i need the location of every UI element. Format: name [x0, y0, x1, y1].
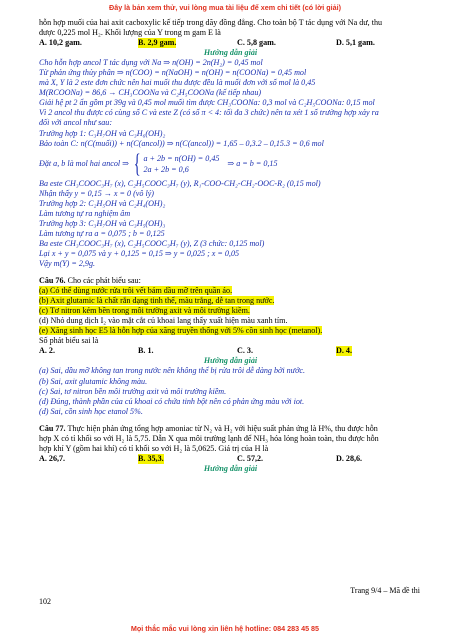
solution-line: M(RCOONa) = 86,6 → CH₃COONa và C₂H₅COONa (kế tiếp nhau)	[39, 88, 262, 98]
q77-stem-line: hợp X có tỉ khối so với H₂ là 5,75. Dẫn X qua môi trường lạnh để NH₃ hóa lỏng hoàn toàn, thu được hỗn	[39, 433, 379, 443]
solution-line: (b) Sai, axit glutamic không màu.	[39, 376, 148, 386]
q76-ask: Số phát biểu sai là	[39, 336, 99, 346]
solution-line: Vì 2 ancol thu được có cùng số C và este Z (có số π < 4: tối đa 3 chức) nên ta xét 1 số trường hợp xảy ra	[39, 108, 379, 118]
solution-line: (d) Đúng, thành phần của củ khoai có chứa tinh bột nên có phản ứng màu với iot.	[39, 396, 305, 406]
option-c: C. 5,8 gam.	[237, 38, 276, 48]
option-a: A. 26,7.	[39, 453, 66, 463]
solution-line: Ba este CH₃COOC₃H₇ (x), C₂H₅COOC₃H₇ (y), Z (3 chức: 0,125 mol)	[39, 238, 265, 248]
guide-heading: Hướng dẫn giải	[203, 356, 258, 366]
solution-line: Trường hợp 2: C₂H₅OH và C₂H₄(OH)₂	[39, 198, 166, 208]
statement-item: (d) Nhỏ dung dịch I₂ vào mặt cắt củ khoai lang thấy xuất hiện màu xanh tím.	[39, 316, 288, 326]
solution-line: Làm tương tự ra a = 0,075 ; b = 0,125	[39, 228, 165, 238]
equation-system	[39, 149, 422, 179]
bottom-banner: Mọi thắc mắc vui lòng xin liên hệ hotline: 084 283 45 85	[130, 624, 320, 633]
solution-line: đối với ancol như sau:	[39, 118, 113, 128]
option-b-correct: B. 2,9 gam.	[138, 38, 177, 48]
equation-1: a + 2b = n(OH) = 0,45	[143, 153, 220, 163]
statement-item: (b) Axit glutamic là chất rắn dạng tinh thể, màu trắng, dễ tan trong nước.	[39, 296, 275, 306]
option-d: D. 5,1 gam.	[336, 38, 375, 48]
option-a: A. 2.	[39, 346, 55, 356]
intro-line: được 0,225 mol H₂. Khối lượng của Y trong m gam E là	[39, 28, 221, 38]
solution-line: Trường hợp 3: C₃H₇OH và C₃H₅(OH)₃	[39, 218, 166, 228]
solution-line: (a) Sai, dầu mỡ không tan trong nước nên không thể bị rửa trôi dễ dàng bởi nước.	[39, 366, 306, 376]
statement-item: (c) Tơ nitron kém bền trong môi trường axit và môi trường kiềm.	[39, 306, 250, 316]
solution-line: Nhận thấy y = 0,15 → x = 0 (vô lý)	[39, 188, 154, 198]
option-d-correct: D. 4.	[336, 346, 352, 356]
q76-title: Câu 76.	[39, 276, 66, 286]
guide-heading: Hướng dẫn giải	[203, 48, 258, 58]
brace-symbol: {	[133, 148, 141, 178]
top-banner: Đây là bản xem thử, vui lòng mua tài liệu để xem chi tiết (có lời giải)	[109, 3, 341, 12]
q76-options	[39, 346, 422, 356]
option-b-correct: B. 35,3.	[138, 453, 164, 463]
solution-line: Giải hệ pt 2 ẩn gồm pt 39g và 0,45 mol muối tìm được CH₃COONa: 0,3 mol và C₂H₅COONa: 0,15 mol	[39, 98, 375, 108]
option-b: B. 1.	[138, 346, 154, 356]
system-lead: Đặt a, b là mol hai ancol ⇒	[39, 158, 129, 168]
solution-line: Bảo toàn C: n(C(muối)) + n(C(ancol)) ⇒ n(C(ancol)) = 1,65 – 0,3.2 – 0,15.3 = 0,6 mol	[39, 138, 324, 148]
solution-line: mà X, Y là 2 este đơn chức nên hai muối thu được đều là muối đơn với số mol là 0,45	[39, 78, 316, 88]
solution-line: Cho hỗn hợp ancol T tác dụng với Na ⇒ n(OH) = 2n(H₂) = 0,45 mol	[39, 58, 263, 68]
system-equations	[143, 153, 219, 175]
option-d: D. 28,6.	[336, 453, 363, 463]
solution-line: Lại x + y = 0,075 và y + 0,125 = 0,15 ⇒ y = 0,025 ; x = 0,05	[39, 248, 240, 258]
solution-line: Trường hợp 1: C₃H₇OH và C₃H₆(OH)₂	[39, 128, 166, 138]
solution-line: (c) Sai, tơ nitron bền môi trường axit và môi trường kiềm.	[39, 386, 227, 396]
q76-stem: Cho các phát biểu sau:	[67, 276, 141, 286]
equation-2: 2a + 2b = 0,6	[143, 164, 189, 174]
q77-stem-line: hợp khí Y (gồm hai khí) có tỉ khối so với H₂ là 5,0625. Giá trị của H là	[39, 443, 269, 453]
document-body	[39, 18, 422, 474]
option-c: C. 3.	[237, 346, 253, 356]
q77-title: Câu 77.	[39, 423, 66, 433]
guide-heading: Hướng dẫn giải	[203, 463, 258, 473]
statement-item: (a) Có thể dùng nước rửa trôi vết bám dầu mỡ trên quần áo.	[39, 286, 233, 296]
q77-options	[39, 454, 422, 464]
solution-line: Làm tương tự ra nghiệm âm	[39, 208, 131, 218]
page-number-label: Trang 9/4 – Mã đề thi	[350, 586, 420, 595]
intro-line: hỗn hợp muối của hai axit cacboxylic kế tiếp trong dãy đồng đẳng. Cho toàn bộ T tác dụng với Na dư, thu	[39, 18, 383, 27]
q77-stem: Thực hiện phản ứng tổng hợp amoniac từ N₂ và H₂ với hiệu suất phản ứng là H%, thu được hỗn	[67, 423, 378, 433]
solution-line: Từ phản ứng thủy phân ⇒ n(COO) = n(NaOH) = n(OH) = n(COONa) = 0,45 mol	[39, 68, 307, 78]
solution-line: Vậy m(Y) = 2,9g.	[39, 258, 96, 268]
solution-line: (d) Sai, cồn sinh học etanol 5%.	[39, 406, 143, 416]
option-c: C. 57,2.	[237, 453, 264, 463]
solution-line: Ba este CH₃COOC₃H₇ (x), C₂H₅COOC₃H₇ (y), R₁-COO-CH₂-CH₂-OOC-R₂ (0,15 mol)	[39, 178, 321, 188]
system-result: ⇒ a = b = 0,15	[227, 158, 278, 168]
exam-code: 102	[39, 597, 51, 606]
statement-item: (e) Xăng sinh học E5 là hỗn hợp của xăng truyền thống với 5% cồn sinh học (metanol).	[39, 326, 323, 336]
q75-options	[39, 38, 422, 48]
option-a: A. 10,2 gam.	[39, 38, 82, 48]
